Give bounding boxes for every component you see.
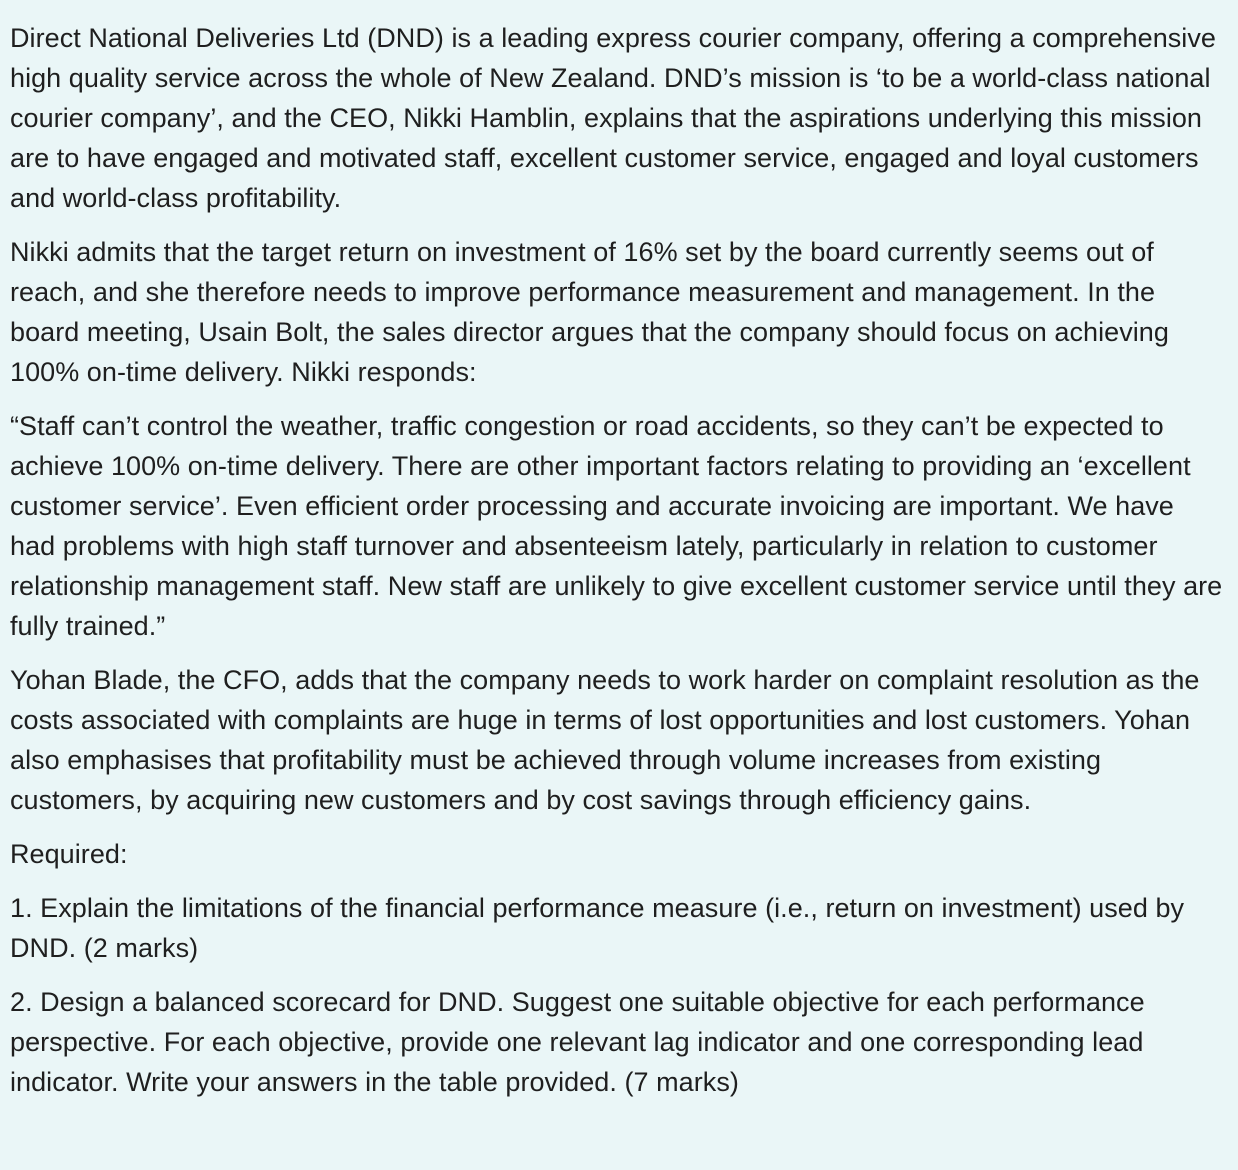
ceo-quote-paragraph: “Staff can’t control the weather, traffic congestion or road accidents, so they can’t be expected to achieve 100% on-time delivery. There are other important factors relating to providing an ‘excellent customer service’. Even efficient order processing and accurate invoicing are important. We have had problems with high staff turnover and absenteeism lately, particularly in relation to customer relationship management staff. New staff are unlikely to give excellent customer service until they are fully trained.” xyxy=(10,411,1223,641)
question-2: 2. Design a balanced scorecard for DND. Suggest one suitable objective for each performance perspective. For each objective, provide one relevant lag indicator and one corresponding lead indicator. Write your answers in the table provided. (7 marks) xyxy=(10,987,1145,1097)
roi-target-paragraph: Nikki admits that the target return on investment of 16% set by the board currently seems out of reach, and she therefore needs to improve performance measurement and management. In the board meeting, Usain Bolt, the sales director argues that the company should focus on achieving 100% on-time delivery. Nikki responds: xyxy=(10,237,1169,387)
intro-paragraph: Direct National Deliveries Ltd (DND) is a leading express courier company, offering a comprehensive high quality service across the whole of New Zealand. DND’s mission is ‘to be a world-class national courier company’, and the CEO, Nikki Hamblin, explains that the aspirations underlying this mission are to have engaged and motivated staff, excellent customer service, engaged and loyal customers and world-class profitability. xyxy=(10,23,1216,213)
question-1: 1. Explain the limitations of the financial performance measure (i.e., return on investment) used by DND. (2 marks) xyxy=(10,893,1185,963)
required-heading: Required: xyxy=(10,839,128,869)
cfo-paragraph: Yohan Blade, the CFO, adds that the company needs to work harder on complaint resolution as the costs associated with complaints are huge in terms of lost opportunities and lost customers. Yohan also emphasises that profitability must be achieved through volume increases from existing customers, by acquiring new customers and by cost savings through efficiency gains. xyxy=(10,665,1200,815)
